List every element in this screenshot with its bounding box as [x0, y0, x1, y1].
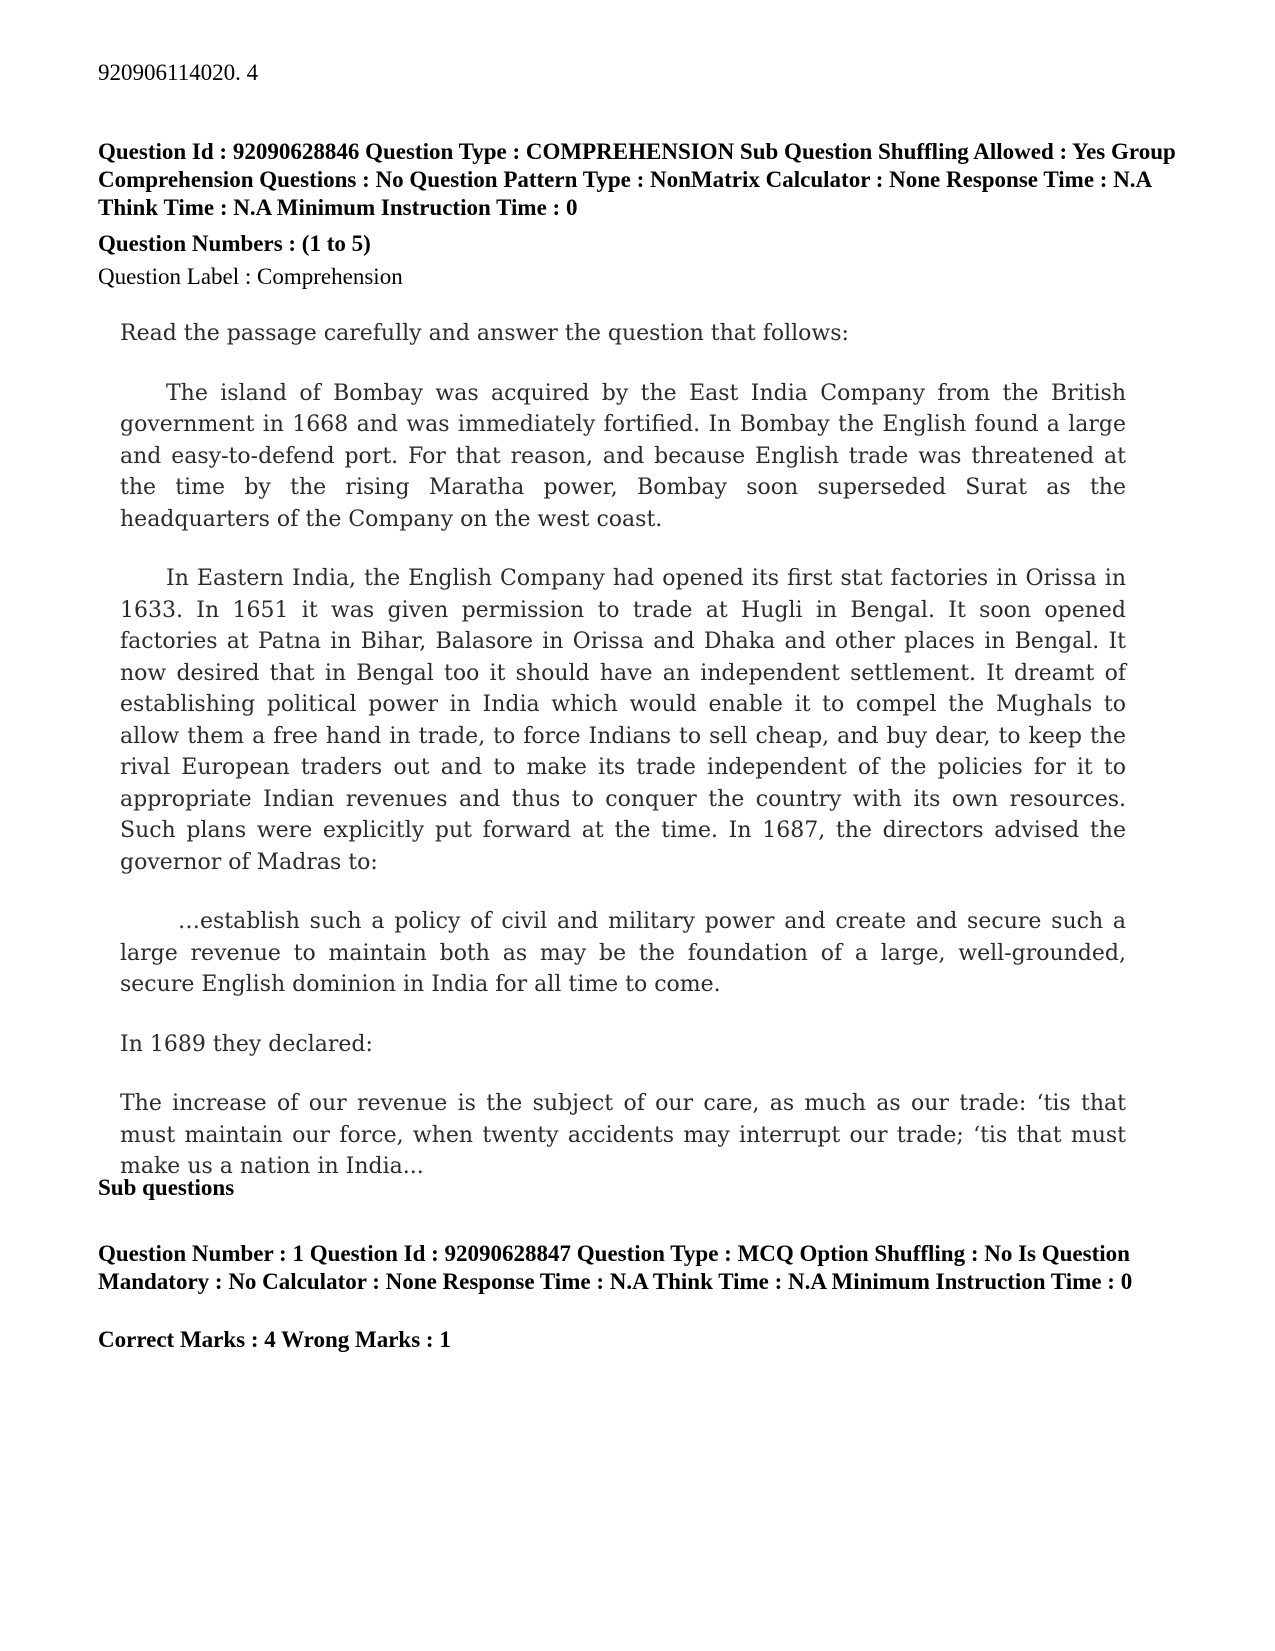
passage-paragraph-2: In Eastern India, the English Company had opened its first stat factories in Orissa in 1633. In 1651 it was given permission to trade at Hugli in Bengal. It soon opened factories at Patna in Bihar, Balasore in Orissa and Dhaka and other places in Bengal. It now desired that in Bengal too it should have an independent settlement. It dreamt of establishing political power in India which would enable it to compel the Mughals to allow them a free hand in trade, to force Indians to sell cheap, and buy dear, to keep the rival European traders out and to make its trade independent of the policies for it to appropriate Indian revenues and thus to conquer the country with its own resources. Such plans were explicitly put forward at the time. In 1687, the directors advised the governor of Madras to:	[120, 566, 1126, 875]
document-id: 920906114020. 4	[98, 60, 259, 85]
passage-instruction: Read the passage carefully and answer the question that follows:	[120, 321, 849, 346]
passage-line-1689: In 1689 they declared:	[120, 1031, 373, 1057]
passage-paragraph-1: The island of Bombay was acquired by the East India Company from the British government in 1668 and was immediately fortified. In Bombay the English found a large and easy-to-defend port. For that reason, and because English trade was threatened at the time by the rising Maratha power, Bombay soon superseded Surat as the headquarters of the Company on the west coast.	[120, 380, 1126, 532]
passage-quote-2: The increase of our revenue is the subject of our care, as much as our trade: ‘tis that must maintain our force, when twenty accidents may interrupt our trade; ‘tis that must make us a nation in India...	[120, 1091, 1126, 1179]
question-numbers: Question Numbers : (1 to 5)	[98, 231, 371, 256]
marks-info: Correct Marks : 4 Wrong Marks : 1	[98, 1327, 451, 1352]
question-metadata: Question Id : 92090628846 Question Type : COMPREHENSION Sub Question Shuffling Allowed : Yes Group Comprehension Questions : No Question Pattern Type : NonMatrix Calculator : None Response Time : N.A Think Time : N.A Minimum Instruction Time : 0	[98, 139, 1176, 220]
comprehension-passage	[120, 318, 1126, 1183]
question-label: Question Label : Comprehension	[98, 264, 403, 289]
sub-questions-heading: Sub questions	[98, 1175, 235, 1200]
passage-quote-1: …establish such a policy of civil and military power and create and secure such a large revenue to maintain both as may be the foundation of a large, well-grounded, secure English dominion in India for all time to come.	[120, 909, 1126, 997]
sub-question-metadata: Question Number : 1 Question Id : 92090628847 Question Type : MCQ Option Shuffling : No Is Question Mandatory : No Calculator : None Response Time : N.A Think Time : N.A Minimum Instruction Time : 0	[98, 1241, 1133, 1294]
